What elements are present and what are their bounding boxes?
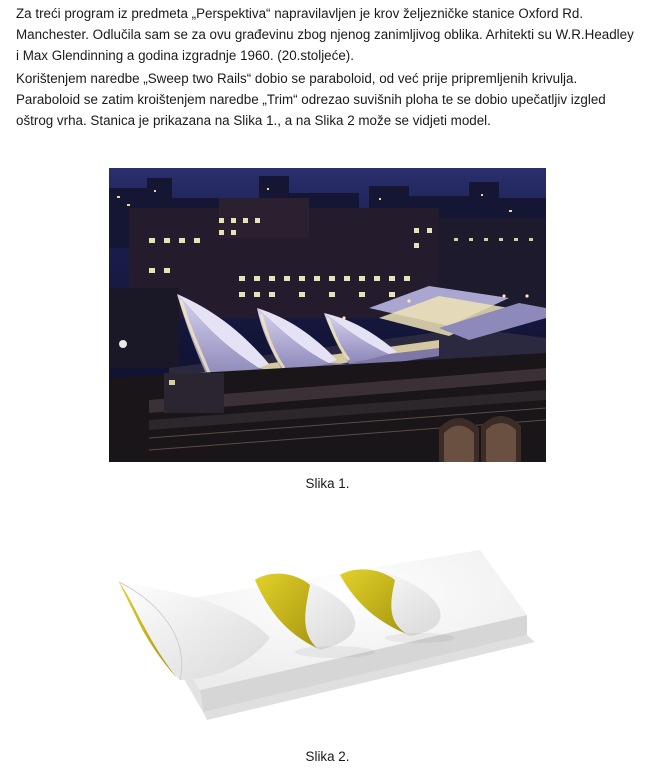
paragraph-method (16, 68, 656, 131)
figure-caption: Slika 2. (305, 749, 350, 764)
text-line: Paraboloid se zatim kroištenjem naredbe „Trim“ odrezao suvišnih ploha te se dobio upečatljiv izgled (16, 92, 606, 107)
figure-caption: Slika 1. (305, 476, 350, 491)
text-line: i Max Glendinning a godina izgradnje 1960. (20.stoljeće). (16, 48, 354, 63)
station-photo (109, 168, 546, 462)
text-line: oštrog vrha. Stanica je prikazana na Slika 1., a na Slika 2 može se vidjeti model. (16, 113, 491, 128)
model-render (95, 540, 560, 735)
model-render-illustration (95, 540, 560, 735)
station-photo-illustration (109, 168, 546, 462)
text-line: Za treći program iz predmeta „Perspektiva“ napravilavljen je krov željezničke stanice Oxford Rd. (16, 6, 584, 21)
text-line: Korištenjem naredbe „Sweep two Rails“ dobio se paraboloid, od već prije pripremljenih krivulja. (16, 71, 578, 86)
paragraph-intro (16, 3, 656, 66)
text-line: Manchester. Odlučila sam se za ovu građevinu zbog njenog zanimljivog oblika. Arhitekti su W.R.Headley (16, 27, 634, 42)
